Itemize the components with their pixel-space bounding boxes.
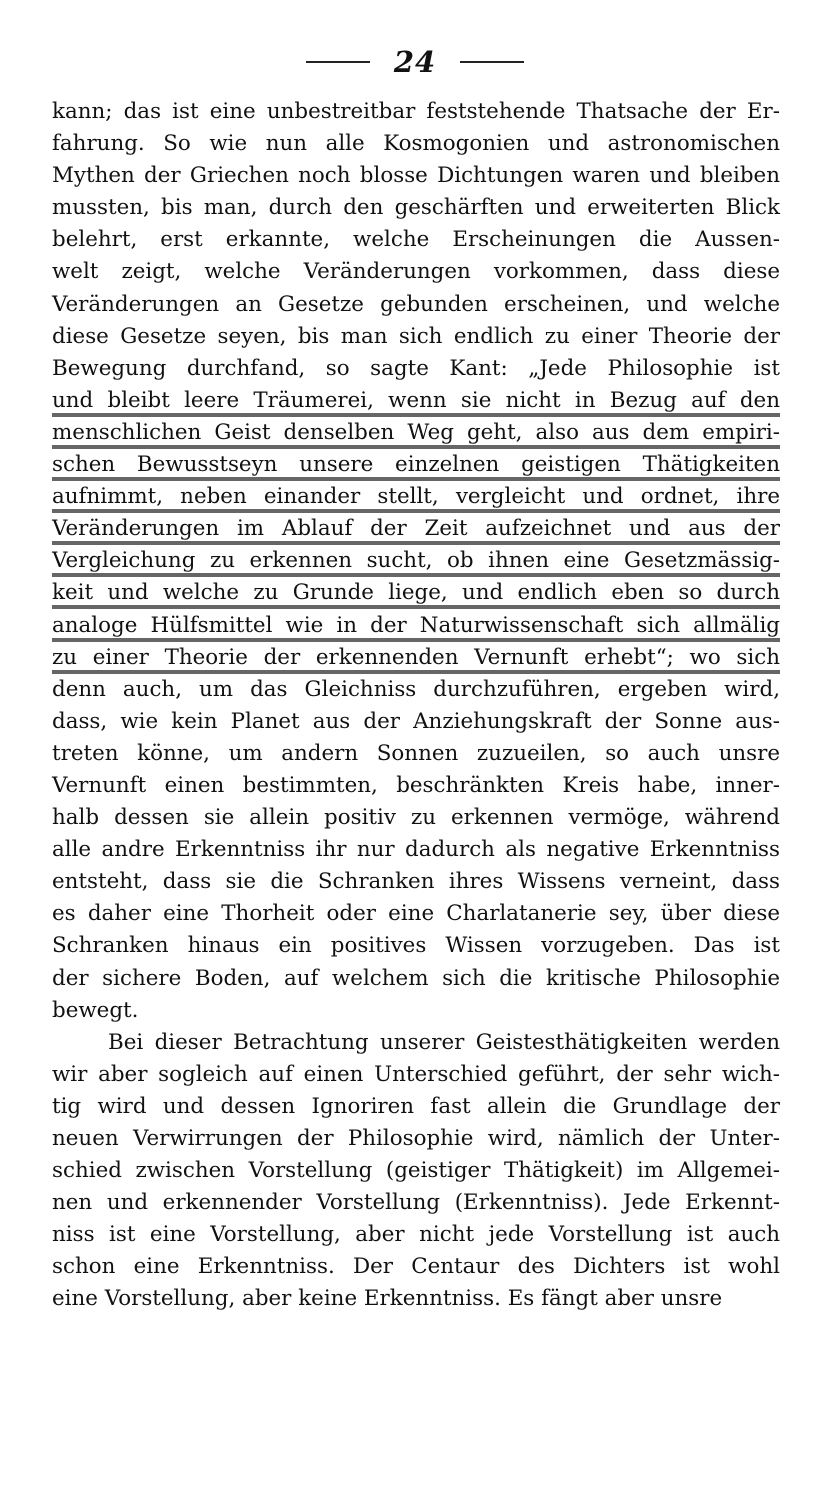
text-line: Bewegung durchfand, so sagte Kant: „Jede Philosophie ist [52, 355, 780, 381]
paragraph [52, 1027, 780, 1316]
text-line: menschlichen Geist denselben Weg geht, also aus dem empiri- [52, 419, 780, 445]
text-line: welt zeigt, welche Veränderungen vorkommen, dass diese [52, 259, 780, 285]
text-line: neuen Verwirrungen der Philosophie wird, nämlich der Unter- [52, 1126, 780, 1151]
text-line: Vergleichung zu erkennen sucht, ob ihnen eine Gesetzmässig- [52, 548, 780, 574]
body-text [52, 96, 780, 1316]
text-line: keit und welche zu Grunde liege, und endlich eben so durch [52, 580, 780, 606]
text-line: halb dessen sie allein positiv zu erkennen vermöge, während [52, 805, 780, 831]
text-line: Schranken hinaus ein positives Wissen vorzugeben. Das ist [52, 933, 780, 959]
text-line: entsteht, dass sie die Schranken ihres Wissens verneint, dass [52, 869, 780, 895]
text-line: Mythen der Griechen noch blosse Dichtungen waren und bleiben [52, 163, 780, 189]
text-line: alle andre Erkenntniss ihr nur dadurch als negative Erkenntniss [52, 837, 780, 863]
text-line: treten könne, um andern Sonnen zuzueilen, so auch unsre [52, 740, 780, 766]
text-line: kann; das ist eine unbestreitbar feststehende Thatsache der Er- [52, 99, 780, 124]
page-header [0, 42, 830, 82]
text-line: und bleibt leere Träumerei, wenn sie nicht in Bezug auf den [52, 387, 780, 413]
text-line: aufnimmt, neben einander stellt, vergleicht und ordnet, ihre [52, 484, 780, 510]
text-line: wir aber sogleich auf einen Unterschied geführt, der sehr wich- [52, 1061, 780, 1087]
text-line: schen Bewusstseyn unsere einzelnen geistigen Thätigkeiten [52, 452, 780, 478]
text-line: Veränderungen an Gesetze gebunden erscheinen, und welche [52, 291, 780, 317]
header-rule-right [460, 61, 524, 63]
text-line: Veränderungen im Ablauf der Zeit aufzeichnet und aus der [52, 516, 780, 542]
text-line: fahrung. So wie nun alle Kosmogonien und astronomischen [52, 131, 780, 157]
header-rule-left [306, 61, 370, 63]
text-line: eine Vorstellung, aber keine Erkenntniss. Es fängt aber unsre [52, 1286, 723, 1312]
paragraph [52, 96, 780, 1027]
text-line: tig wird und dessen Ignoriren fast allein die Grundlage der [52, 1093, 780, 1119]
text-line: schon eine Erkenntniss. Der Centaur des Dichters ist wohl [52, 1254, 780, 1280]
page-number: 24 [393, 45, 437, 79]
text-line: zu einer Theorie der erkennenden Vernunft erhebt“; wo sich [52, 644, 780, 670]
text-line: es daher eine Thorheit oder eine Charlatanerie sey, über diese [52, 901, 780, 927]
text-line: niss ist eine Vorstellung, aber nicht jede Vorstellung ist auch [52, 1222, 780, 1248]
text-line: dass, wie kein Planet aus der Anziehungskraft der Sonne aus- [52, 708, 780, 734]
text-line: der sichere Boden, auf welchem sich die kritische Philosophie [52, 965, 780, 991]
text-line: schied zwischen Vorstellung (geistiger Thätigkeit) im Allgemei- [52, 1158, 780, 1184]
text-line: nen und erkennender Vorstellung (Erkenntniss). Jede Erkennt- [52, 1190, 780, 1216]
text-line: analoge Hülfsmittel wie in der Naturwissenschaft sich allmälig [52, 612, 780, 638]
text-line: Vernunft einen bestimmten, beschränkten Kreis habe, inner- [52, 772, 780, 798]
text-line: Bei dieser Betrachtung unserer Geistesthätigkeiten werden [108, 1029, 780, 1055]
text-line: mussten, bis man, durch den geschärften und erweiterten Blick [52, 195, 780, 221]
text-line: diese Gesetze seyen, bis man sich endlich zu einer Theorie der [52, 323, 780, 349]
text-line: belehrt, erst erkannte, welche Erscheinungen die Aussen- [52, 227, 780, 253]
text-line: denn auch, um das Gleichniss durchzuführen, ergeben wird, [52, 676, 780, 702]
text-line: bewegt. [52, 997, 139, 1023]
